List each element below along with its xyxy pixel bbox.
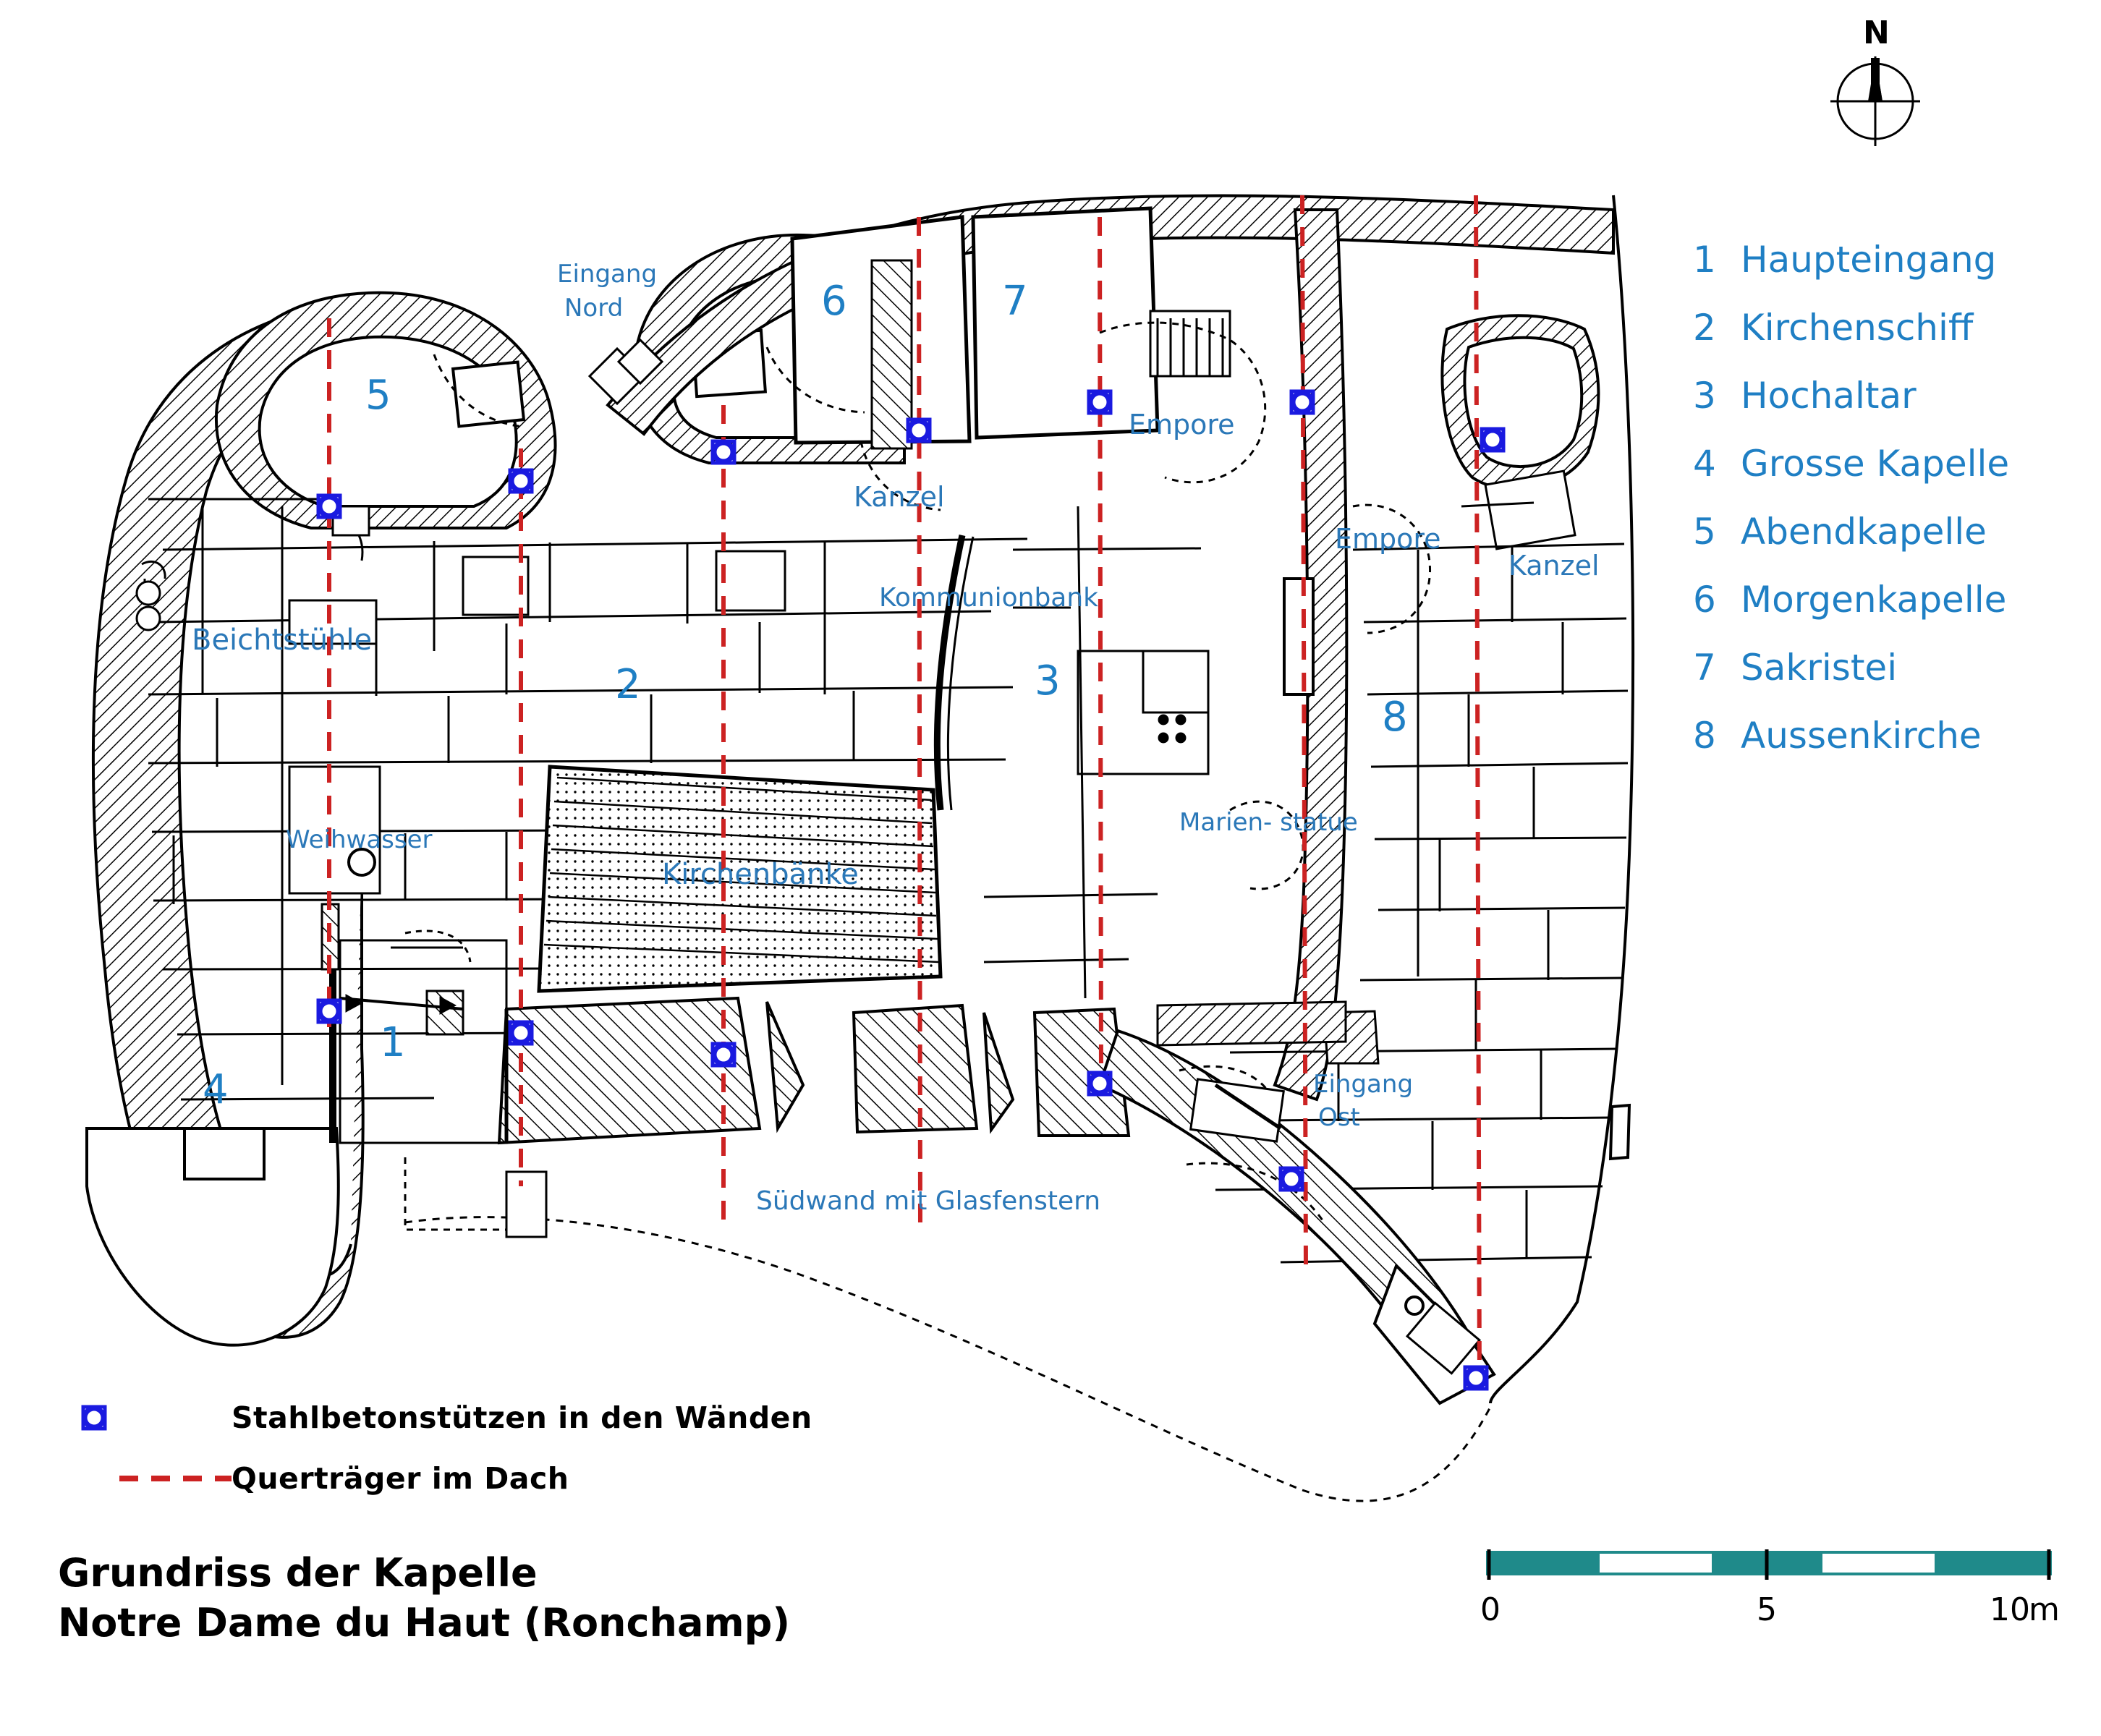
legend-item-2 [1693,307,2084,347]
legend-item-1-number: 1 [1693,239,1716,281]
plan-label-empore-2: Empore [1335,523,1441,555]
plan-number-1: 1 [380,1019,406,1066]
legend-item-6-number: 6 [1693,579,1716,621]
scale-bar-graphic [1483,1548,2055,1584]
plan-label-kommunionbank: Kommunionbank [879,583,1099,613]
legend-item-1-label: Haupteingang [1741,239,1997,281]
figure-title [58,1548,790,1648]
key-row-columns [65,1396,861,1439]
beam-symbol-icon [65,1468,232,1489]
legend-item-8-number: 8 [1693,715,1716,757]
legend-item-4 [1693,443,2084,483]
scale-bar [1480,1548,2060,1635]
plan-label-eingang-ost: Eingang [1313,1070,1414,1099]
legend-item-5-label: Abendkapelle [1741,511,1987,553]
legend-item-5-number: 5 [1693,511,1716,553]
legend-number-list [1693,239,2084,783]
scale-unit: m [2029,1591,2060,1628]
north-label: N [1863,14,1890,51]
legend-item-4-number: 4 [1693,443,1716,485]
plan-label-weihwasser: Weihwasser [286,825,433,854]
legend-item-3-label: Hochaltar [1741,375,1917,417]
legend-item-2-number: 2 [1693,307,1716,349]
plan-label-suedwand: Südwand mit Glasfenstern [756,1186,1101,1216]
key-label-beams: Querträger im Dach [232,1461,569,1496]
legend-item-7 [1693,647,2084,687]
map-key [65,1396,861,1518]
key-row-beams [65,1457,861,1500]
legend-item-4-label: Grosse Kapelle [1741,443,2010,485]
legend-item-7-number: 7 [1693,647,1716,689]
scale-tick-labels [1480,1591,2060,1635]
plan-number-2: 2 [615,661,641,708]
plan-label-kanzel-2: Kanzel [1508,550,1600,582]
plan-number-7: 7 [1002,278,1028,325]
plan-number-5: 5 [365,372,391,419]
plan-label-eingang-nord-2: Nord [564,294,624,323]
key-label-columns: Stahlbetonstützen in den Wänden [232,1400,812,1435]
figure-title-line2: Notre Dame du Haut (Ronchamp) [58,1600,790,1646]
legend-item-3-number: 3 [1693,375,1716,417]
column-symbol-icon [65,1400,232,1436]
plan-label-kirchenbaenke: Kirchenbänke [662,858,859,891]
plan-number-4: 4 [203,1066,229,1113]
legend-item-2-label: Kirchenschiff [1741,307,1974,349]
legend-item-5 [1693,511,2084,551]
plan-label-marienstatue: Marien- statue [1179,808,1358,837]
plan-label-eingang-ost-2: Ost [1318,1103,1360,1132]
figure-title-line1: Grundriss der Kapelle [58,1550,538,1596]
legend-item-1 [1693,239,2084,279]
legend-item-7-label: Sakristei [1741,647,1898,689]
legend-item-8 [1693,715,2084,755]
compass-rose [1823,14,1932,159]
plan-number-3: 3 [1035,658,1061,705]
scale-tick-5: 5 [1757,1591,1777,1628]
legend-item-6-label: Morgenkapelle [1741,579,2007,621]
plan-number-6: 6 [821,278,847,325]
legend-item-6 [1693,579,2084,619]
legend-item-3 [1693,375,2084,415]
plan-label-beichtstuehle: Beichtstühle [192,624,373,657]
scale-tick-0: 0 [1480,1591,1501,1628]
plan-label-eingang-nord: Eingang [557,260,658,289]
plan-label-kanzel-1: Kanzel [854,481,945,513]
legend-item-8-label: Aussenkirche [1741,715,1982,757]
scale-tick-10: 10 [1990,1591,2030,1628]
plan-number-8: 8 [1382,694,1408,741]
plan-label-empore-1: Empore [1129,409,1235,441]
